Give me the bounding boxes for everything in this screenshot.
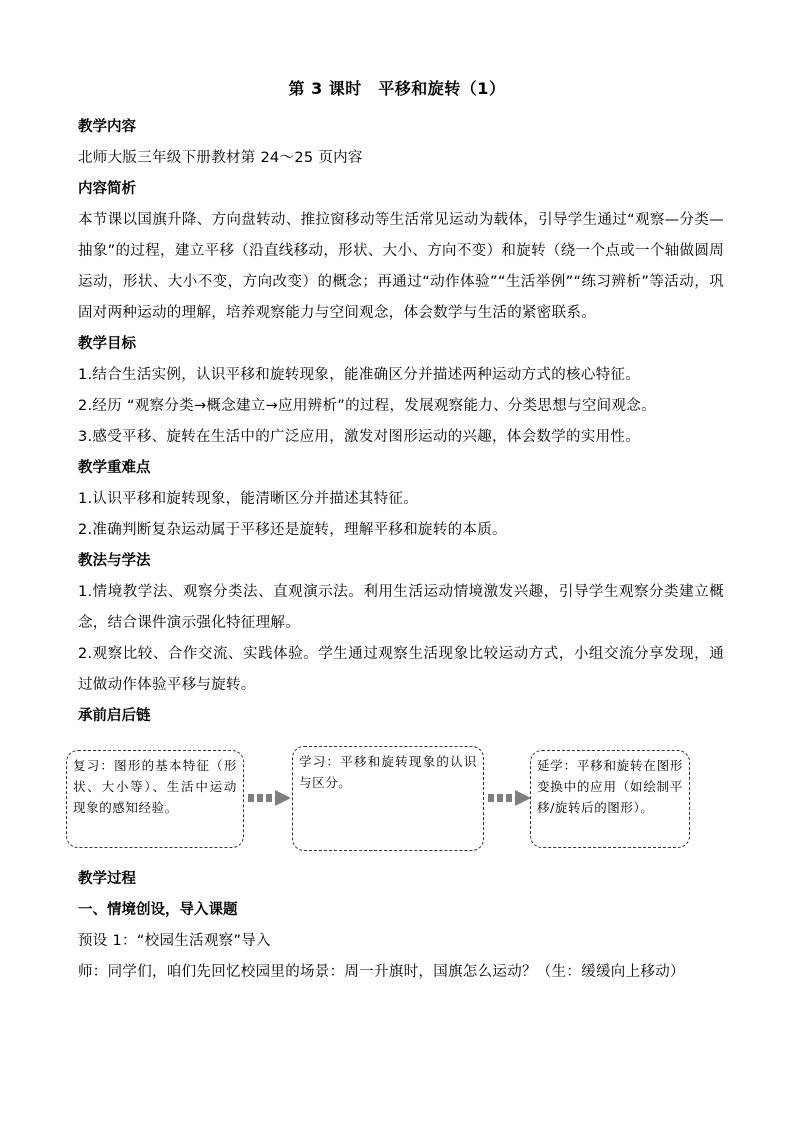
chain-box-extend: 延学：平移和旋转在图形变换中的应用（如绘制平移/旋转后的图形）。 (530, 750, 690, 848)
key-point-item: 1.认识平移和旋转现象，能清晰区分并描述其特征。 (78, 491, 419, 507)
method-item: 2.观察比较、合作交流、实践体验。学生通过观察生活现象比较运动方式，小组交流分享发现，通过做动作体验平移与旋转。 (78, 646, 724, 693)
heading-step-1: 一、情境创设，导入课题 (78, 902, 238, 918)
preset-text: 预设 1：“校园生活观察”导入 (78, 933, 271, 949)
heading-methods: 教法与学法 (78, 553, 151, 569)
page-title: 第 3 课时 平移和旋转（1） (288, 79, 506, 98)
key-point-item: 2.准确判断复杂运动属于平移还是旋转，理解平移和旋转的本质。 (78, 522, 507, 538)
goal-item: 1.结合生活实例，认识平移和旋转现象，能准确区分并描述两种运动方式的核心特征。 (78, 367, 641, 383)
method-item: 1.情境教学法、观察分类法、直观演示法。利用生活运动情境激发兴趣，引导学生观察分类建立概念，结合课件演示强化特征理解。 (78, 584, 724, 631)
learning-chain-diagram (73, 736, 724, 860)
document-body (73, 112, 724, 988)
right-arrow-icon (246, 788, 294, 808)
teaching-content-text: 北师大版三年级下册教材第 24～25 页内容 (78, 150, 363, 166)
heading-teaching-goals: 教学目标 (78, 336, 136, 352)
heading-chain: 承前启后链 (78, 708, 151, 724)
teacher-dialogue: 师：同学们，咱们先回忆校园里的场景：周一升旗时，国旗怎么运动？（生：缓缓向上移动） (78, 964, 685, 980)
goal-item: 3.感受平移、旋转在生活中的广泛应用，激发对图形运动的兴趣，体会数学的实用性。 (78, 429, 641, 445)
chain-box-review: 复习：图形的基本特征（形状、大小等）、生活中运动现象的感知经验。 (66, 750, 244, 848)
heading-key-points: 教学重难点 (78, 460, 151, 476)
goal-item: 2.经历 “观察分类→概念建立→应用辨析”的过程，发展观察能力、分类思想与空间观念。 (78, 398, 656, 414)
heading-teaching-process: 教学过程 (78, 871, 136, 887)
content-analysis-text: 本节课以国旗升降、方向盘转动、推拉窗移动等生活常见运动为载体，引导学生通过“观察—分类—抽象”的过程，建立平移（沿直线移动，形状、大小、方向不变）和旋转（绕一个点或一个轴做圆周运动，形状、大小不变，方向改变）的概念；再通过“动作体验”“生活举例”“练习辨析”等活动，巩固对两种运动的理解，培养观察能力与空间观念，体会数学与生活的紧密联系。 (78, 212, 724, 321)
chain-box-learn: 学习：平移和旋转现象的认识与区分。 (292, 746, 484, 851)
right-arrow-icon (486, 788, 534, 808)
heading-teaching-content: 教学内容 (78, 119, 136, 135)
heading-content-analysis: 内容简析 (78, 181, 136, 197)
